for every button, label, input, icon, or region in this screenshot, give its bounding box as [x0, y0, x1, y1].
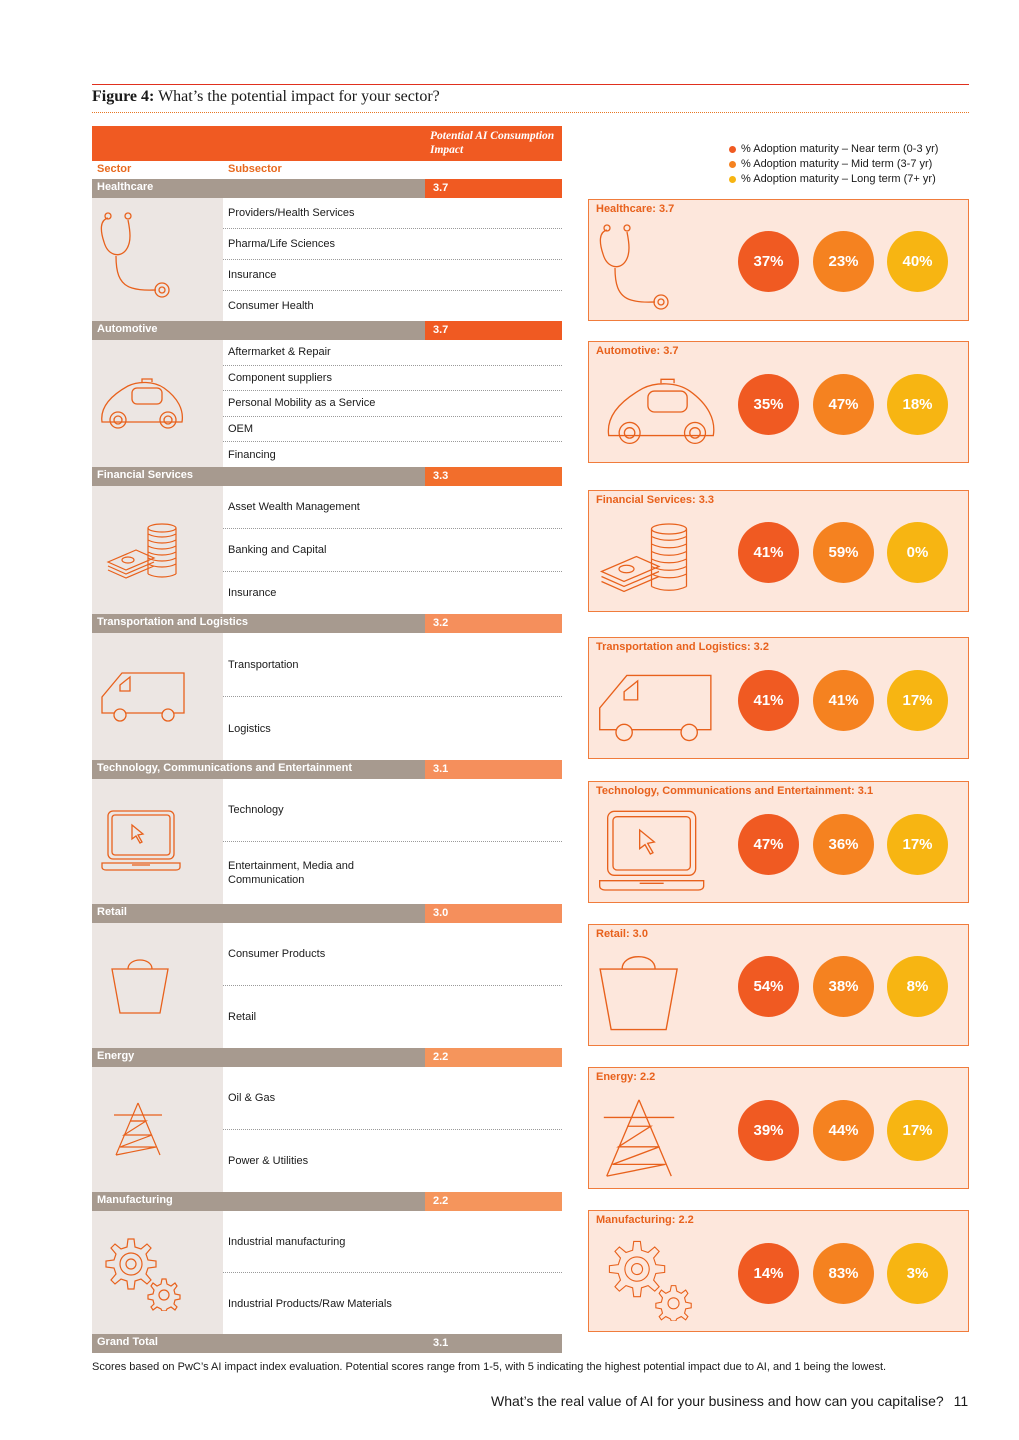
van-icon [597, 670, 719, 746]
subsector-list [223, 923, 562, 1048]
card-title: Energy: 2.2 [596, 1071, 656, 1083]
list-item: Power & Utilities [228, 1155, 309, 1167]
sector-score: 3.7 [425, 179, 562, 198]
sector-body-automotive [92, 340, 562, 467]
gears-icon [98, 1235, 182, 1311]
sector-icon-panel [92, 923, 223, 1048]
subsector-list [223, 779, 562, 904]
stethoscope-icon [98, 210, 178, 302]
long-term-bubble: 17% [887, 670, 948, 731]
legend [729, 142, 938, 187]
near-term-bubble: 14% [738, 1243, 799, 1304]
figure-title-text: What’s the potential impact for your sector? [158, 88, 440, 105]
top-rule [92, 84, 969, 85]
mid-term-bubble: 47% [813, 374, 874, 435]
impact-column-header: Potential AI Consumption Impact [430, 130, 555, 156]
page-number: 11 [953, 1393, 969, 1409]
sector-icon-panel [92, 486, 223, 614]
long-term-bubble: 40% [887, 231, 948, 292]
card-automotive [588, 341, 969, 463]
footnote: Scores based on PwC’s AI impact index evaluation. Potential scores range from 1-5, with 5 indicating the highest potential impact due to AI, and 1 being the lowest. [92, 1361, 887, 1373]
subsector-column-header: Subsector [228, 163, 282, 175]
list-item: Financing [228, 448, 276, 461]
card-title: Manufacturing: 2.2 [596, 1214, 694, 1226]
near-term-bubble: 47% [738, 814, 799, 875]
subsector-list [223, 340, 562, 467]
sector-body-transportation [92, 633, 562, 760]
card-manufacturing [588, 1210, 969, 1332]
sector-column-header: Sector [97, 163, 132, 175]
list-item: Industrial Products/Raw Materials [228, 1297, 392, 1310]
sector-icon-panel [92, 779, 223, 904]
list-item: Transportation [223, 633, 562, 697]
legend-item-near-term: % Adoption maturity – Near term (0-3 yr) [729, 142, 938, 157]
sector-score: 3.2 [425, 614, 562, 633]
sector-icon-panel [92, 633, 223, 760]
sector-icon-panel [92, 1211, 223, 1334]
mid-term-bubble: 36% [813, 814, 874, 875]
card-retail [588, 924, 969, 1046]
sector-score: 3.0 [425, 904, 562, 923]
list-item: Aftermarket & Repair [223, 340, 562, 366]
car-icon [98, 378, 186, 430]
card-title: Automotive: 3.7 [596, 345, 679, 357]
mid-term-bubble: 23% [813, 231, 874, 292]
sector-name: Manufacturing [97, 1194, 173, 1206]
list-item: Consumer Products [223, 923, 562, 986]
card-title: Financial Services: 3.3 [596, 494, 715, 506]
sector-bar-technology [92, 760, 562, 779]
subsector-list [223, 1067, 562, 1192]
sector-score: 3.1 [425, 760, 562, 779]
list-item: Pharma/Life Sciences [223, 229, 562, 260]
van-icon [100, 669, 190, 725]
list-item: Providers/Health Services [223, 198, 562, 229]
shopping-bag-icon [110, 953, 172, 1017]
list-item: Technology [223, 779, 562, 842]
subsector-list [223, 486, 562, 614]
sector-name: Retail [97, 906, 127, 918]
mid-term-bubble: 59% [813, 522, 874, 583]
sector-bar-financial-services [92, 467, 562, 486]
sector-score: 3.3 [425, 467, 562, 486]
subsector-list [223, 633, 562, 760]
sector-bar-healthcare [92, 179, 562, 198]
list-item: Personal Mobility as a Service [223, 391, 562, 417]
shopping-bag-icon [597, 947, 683, 1035]
near-term-bubble: 39% [738, 1100, 799, 1161]
sector-bar-manufacturing [92, 1192, 562, 1211]
mid-term-bubble: 38% [813, 956, 874, 1017]
figure-title [92, 87, 440, 107]
sector-bar-energy [92, 1048, 562, 1067]
grand-total-score: 3.1 [433, 1337, 449, 1349]
list-item: Logistics [228, 722, 271, 735]
list-item: Insurance [228, 587, 277, 599]
near-term-bubble: 35% [738, 374, 799, 435]
long-term-bubble: 17% [887, 1100, 948, 1161]
coins-icon [106, 522, 186, 582]
long-term-bubble: 8% [887, 956, 948, 1017]
list-item: Retail [228, 1011, 257, 1023]
sector-body-technology [92, 779, 562, 904]
card-title: Technology, Communications and Entertainment: 3.1 [596, 785, 874, 797]
near-term-bubble: 41% [738, 522, 799, 583]
sector-name: Technology, Communications and Entertainment [97, 762, 353, 774]
figure-label: Figure 4: [92, 88, 155, 105]
list-item: Consumer Health [228, 300, 314, 312]
sector-name: Automotive [97, 323, 158, 335]
card-energy [588, 1067, 969, 1189]
card-financial-services [588, 490, 969, 612]
near-term-bubble: 54% [738, 956, 799, 1017]
stethoscope-icon [597, 222, 677, 314]
legend-dot [729, 161, 736, 168]
sector-score: 3.7 [425, 321, 562, 340]
list-item: OEM [223, 417, 562, 443]
sector-name: Energy [97, 1050, 135, 1062]
sector-name: Transportation and Logistics [97, 616, 248, 628]
title-dotted-rule [92, 112, 969, 113]
subsector-list [223, 198, 562, 321]
sector-body-manufacturing [92, 1211, 562, 1334]
card-technology [588, 781, 969, 903]
mid-term-bubble: 83% [813, 1243, 874, 1304]
list-item: Component suppliers [223, 366, 562, 392]
sector-score: 2.2 [425, 1048, 562, 1067]
list-item: Oil & Gas [223, 1067, 562, 1130]
sector-bar-retail [92, 904, 562, 923]
sector-body-retail [92, 923, 562, 1048]
long-term-bubble: 0% [887, 522, 948, 583]
sector-body-energy [92, 1067, 562, 1192]
sector-bar-automotive [92, 321, 562, 340]
grand-total-label: Grand Total [97, 1336, 158, 1348]
card-transportation [588, 637, 969, 759]
laptop-icon [100, 809, 184, 871]
near-term-bubble: 41% [738, 670, 799, 731]
gears-icon [599, 1237, 695, 1321]
long-term-bubble: 17% [887, 814, 948, 875]
near-term-bubble: 37% [738, 231, 799, 292]
legend-item-long-term: % Adoption maturity – Long term (7+ yr) [729, 172, 938, 187]
sector-icon-panel [92, 1067, 223, 1192]
coins-icon [599, 521, 699, 597]
list-item: Banking and Capital [223, 529, 562, 572]
sector-icon-panel [92, 340, 223, 467]
list-item: Entertainment, Media and Communication [228, 860, 354, 886]
legend-item-mid-term: % Adoption maturity – Mid term (3-7 yr) [729, 157, 938, 172]
sector-bar-transportation [92, 614, 562, 633]
sector-icon-panel [92, 198, 223, 321]
laptop-icon [597, 808, 709, 892]
subsector-list [223, 1211, 562, 1334]
mid-term-bubble: 44% [813, 1100, 874, 1161]
pylon-icon [110, 1099, 166, 1159]
card-title: Retail: 3.0 [596, 928, 648, 940]
footer-text: What’s the real value of AI for your business and how can you capitalise? [491, 1393, 944, 1409]
list-item: Insurance [223, 260, 562, 291]
sector-name: Financial Services [97, 469, 193, 481]
list-item: Asset Wealth Management [223, 486, 562, 529]
legend-dot [729, 146, 736, 153]
list-item: Industrial manufacturing [223, 1211, 562, 1273]
sector-name: Healthcare [97, 181, 154, 193]
sector-body-financial-services [92, 486, 562, 614]
long-term-bubble: 3% [887, 1243, 948, 1304]
mid-term-bubble: 41% [813, 670, 874, 731]
legend-dot [729, 176, 736, 183]
card-healthcare [588, 199, 969, 321]
pylon-icon [597, 1094, 681, 1182]
card-title: Healthcare: 3.7 [596, 203, 675, 215]
page-footer [491, 1393, 968, 1409]
grand-total-bar [92, 1334, 562, 1353]
card-title: Transportation and Logistics: 3.2 [596, 641, 769, 653]
long-term-bubble: 18% [887, 374, 948, 435]
sector-body-healthcare [92, 198, 562, 321]
car-icon [597, 378, 725, 446]
sector-score: 2.2 [425, 1192, 562, 1211]
